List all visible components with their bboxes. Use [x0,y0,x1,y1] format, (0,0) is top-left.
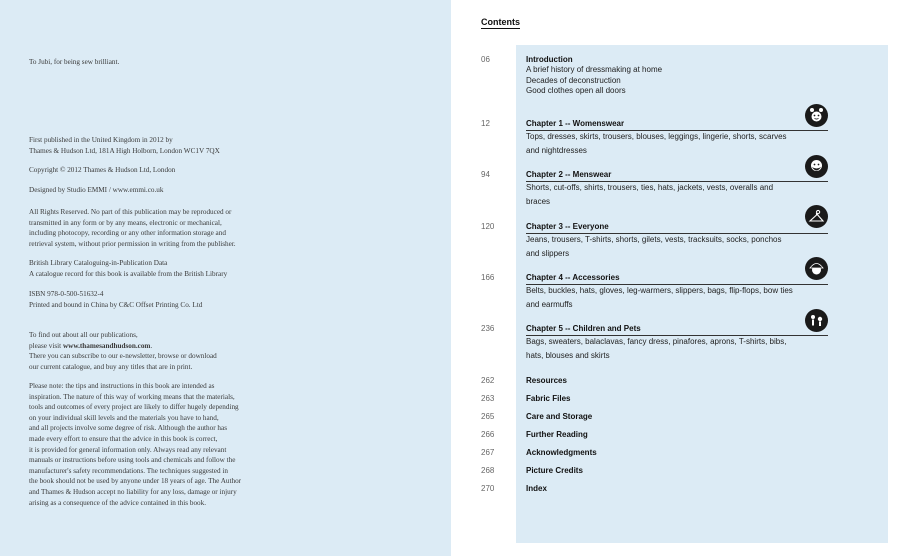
publisher-website-link[interactable]: www.thamesandhudson.com [62,341,151,350]
contents-page [451,0,900,556]
hanger-icon [805,205,828,228]
copyright-line: Copyright © 2012 Thames & Hudson Ltd, London [29,166,176,174]
toc-entry-chapter-3[interactable]: Chapter 3 -- Everyone [526,222,609,231]
resources-page-number: 262 [481,376,495,385]
index-page-number: 270 [481,484,495,493]
chapter-3-page-number: 120 [481,222,495,231]
toc-entry-index[interactable]: Index [526,484,547,493]
designer-credit: Designed by Studio EMMI / www.emmi.co.uk [29,186,164,194]
safety-note: Please note: the tips and instructions in this book are intended as inspiration. The nature of this way of working means that the materials, tools and outcomes of every project are likely to differ hugely depending on your individual skill levels and the materials you have to hand, and all projects involve some degree of risk. Although the author has made every effort to ensure that the advice in this book is correct, it is provided for general information only. Always read any relevant manuals or instructions before using tools and chemicals and follow the manufacturer's safety recommendations. The techniques suggested in the book should not be used by anyone under 18 years of age. The Author and Thames & Hudson accept no liability for any loss, damage or injury arising as a consequence of the advice contained in this book. [29,382,242,507]
child-and-pet-icon [805,309,828,332]
chapter-5-page-number: 236 [481,324,495,333]
intro-line: A brief history of dressmaking at home [526,65,663,75]
chapter-2-page-number: 94 [481,170,490,179]
toc-entry-resources[interactable]: Resources [526,376,567,385]
acknowledgments-page-number: 267 [481,448,495,457]
contents-heading: Contents [481,17,520,27]
chapter-1-description: Tops, dresses, skirts, trousers, blouses, leggings, lingerie, shorts, scarves and nightdresses [526,132,787,155]
woman-face-icon [805,104,828,127]
toc-entry-chapter-1[interactable]: Chapter 1 -- Womenswear [526,119,625,128]
toc-entry-chapter-5[interactable]: Chapter 5 -- Children and Pets [526,324,641,333]
rights-notice: All Rights Reserved. No part of this publication may be reproduced or transmitted in any form or by any means, electronic or mechanical, including photocopy, recording or any other information storage and retrieval system, without prior permission in writing from the publisher. [29,208,236,248]
chapter-2-description: Shorts, cut-offs, shirts, trousers, ties, hats, jackets, vests, overalls and braces [526,183,774,206]
toc-entry-care-and-storage[interactable]: Care and Storage [526,412,593,421]
dedication: To Jubi, for being sew brilliant. [29,58,120,66]
toc-entry-fabric-files[interactable]: Fabric Files [526,394,571,403]
hat-icon [805,257,828,280]
toc-entry-acknowledgments[interactable]: Acknowledgments [526,448,597,457]
care-and-storage-page-number: 265 [481,412,495,421]
publications-info: To find out about all our publications, please visit www.thamesandhudson.com. There you can subscribe to our e-newsletter, browse or download our current catalogue, and buy any titles that are in print. [29,331,217,371]
picture-credits-page-number: 268 [481,466,495,475]
intro-line: Good clothes open all doors [526,85,626,95]
intro-title: Introduction [526,55,573,64]
cataloguing-data: British Library Cataloguing-in-Publication Data A catalogue record for this book is available from the British Library [29,259,228,278]
chapter-1-page-number: 12 [481,119,490,128]
chapter-4-description: Belts, buckles, hats, gloves, leg-warmers, slippers, bags, flip-flops, bow ties and earmuffs [526,286,793,309]
toc-entry-chapter-2[interactable]: Chapter 2 -- Menswear [526,170,612,179]
toc-panel [481,45,888,543]
toc-entry-picture-credits[interactable]: Picture Credits [526,466,583,475]
fabric-files-page-number: 263 [481,394,495,403]
toc-entry-further-reading[interactable]: Further Reading [526,430,588,439]
chapter-5-description: Bags, sweaters, balaclavas, fancy dress, pinafores, aprons, T-shirts, bibs, hats, blouses and skirts [526,337,787,360]
intro-line: Decades of deconstruction [526,75,621,85]
intro-page-number: 06 [481,55,490,64]
isbn-block: ISBN 978-0-500-51632-4 Printed and bound in China by C&C Offset Printing Co. Ltd [29,290,203,309]
chapter-3-description: Jeans, trousers, T-shirts, shorts, gilets, vests, tracksuits, socks, ponchos and slippers [526,235,782,258]
bearded-man-icon [805,155,828,178]
publication-info: First published in the United Kingdom in 2012 by Thames & Hudson Ltd, 181A High Holborn, London WC1V 7QX [29,136,220,155]
toc-entry-introduction[interactable] [526,55,662,96]
further-reading-page-number: 266 [481,430,495,439]
chapter-4-page-number: 166 [481,273,495,282]
toc-entry-chapter-4[interactable]: Chapter 4 -- Accessories [526,273,620,282]
